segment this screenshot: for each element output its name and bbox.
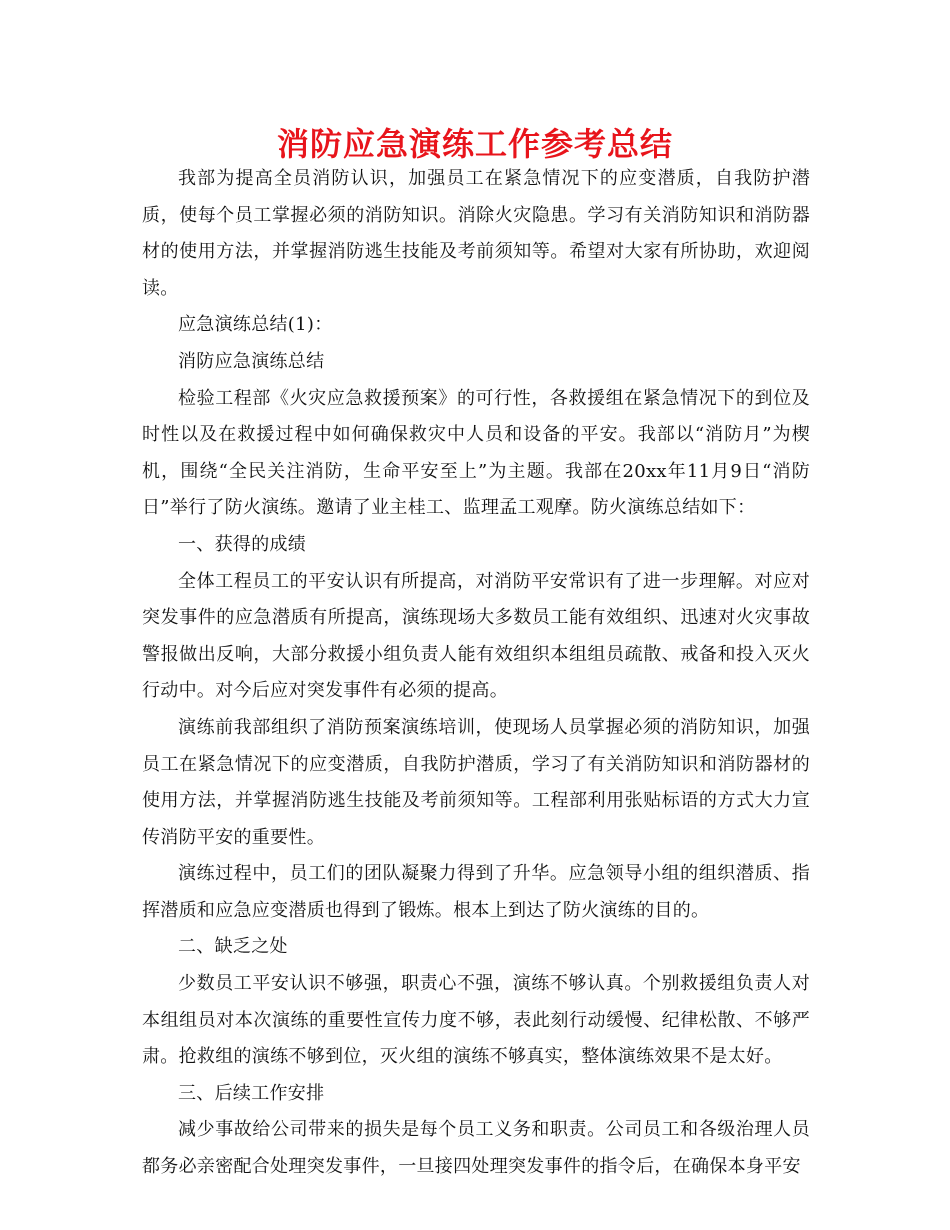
section-heading-achievements: 一、获得的成绩	[178, 533, 307, 555]
paragraph-intro: 我部为提高全员消防认识，加强员工在紧急情况下的应变潜质，自我防护潜质，使每个员工掌握必须的消防知识。消除火灾隐患。学习有关消防知识和消防器材的使用方法，并掌握消防逃生技能及考前须知等。希望对大家有所协助，欢迎阅读。	[142, 168, 810, 299]
document-body	[142, 161, 810, 1186]
paragraph-followup: 减少事故给公司带来的损失是每个员工义务和职责。公司员工和各级治理人员都务必亲密配合处理突发事件，一旦接四处理突发事件的指令后，在确保本身平安	[142, 1119, 810, 1178]
paragraph-achievements-2: 演练前我部组织了消防预案演练培训，使现场人员掌握必须的消防知识，加强员工在紧急情况下的应变潜质，自我防护潜质，学习了有关消防知识和消防器材的使用方法，并掌握消防逃生技能及考前须知等。工程部利用张贴标语的方式大力宣传消防平安的重要性。	[142, 716, 810, 848]
paragraph-subtitle: 消防应急演练总结	[178, 350, 325, 372]
section-heading-shortcomings: 二、缺乏之处	[178, 936, 288, 958]
paragraph-achievements-3: 演练过程中，员工们的团队凝聚力得到了升华。应急领导小组的组织潜质、指挥潜质和应急应变潜质也得到了锻炼。根本上到达了防火演练的目的。	[142, 863, 810, 921]
paragraph-summary-label: 应急演练总结(1)：	[178, 314, 333, 336]
paragraph-shortcomings: 少数员工平安认识不够强，职责心不强，演练不够认真。个别救援组负责人对本组组员对本次演练的重要性宣传力度不够，表此刻行动缓慢、纪律松散、不够严肃。抢救组的演练不够到位，灭火组的演练不够真实，整体演练效果不是太好。	[142, 973, 810, 1068]
document-title: 消防应急演练工作参考总结	[276, 125, 673, 163]
section-heading-followup: 三、后续工作安排	[178, 1082, 325, 1104]
paragraph-purpose: 检验工程部《火灾应急救援预案》的可行性，各救援组在紧急情况下的到位及时性以及在救援过程中如何确保救灾中人员和设备的平安。我部以“消防月”为楔机，围绕“全民关注消防，生命平安至上”为主题。我部在20xx年11月9日“消防日”举行了防火演练。邀请了业主桂工、监理孟工观摩。防火演练总结如下：	[142, 387, 810, 519]
paragraph-achievements-1: 全体工程员工的平安认识有所提高，对消防平安常识有了进一步理解。对应对突发事件的应急潜质有所提高，演练现场大多数员工能有效组织、迅速对火灾事故警报做出反响，大部分救援小组负责人能有效组织本组组员疏散、戒备和投入灭火行动中。对今后应对突发事件有必须的提高。	[142, 570, 810, 702]
